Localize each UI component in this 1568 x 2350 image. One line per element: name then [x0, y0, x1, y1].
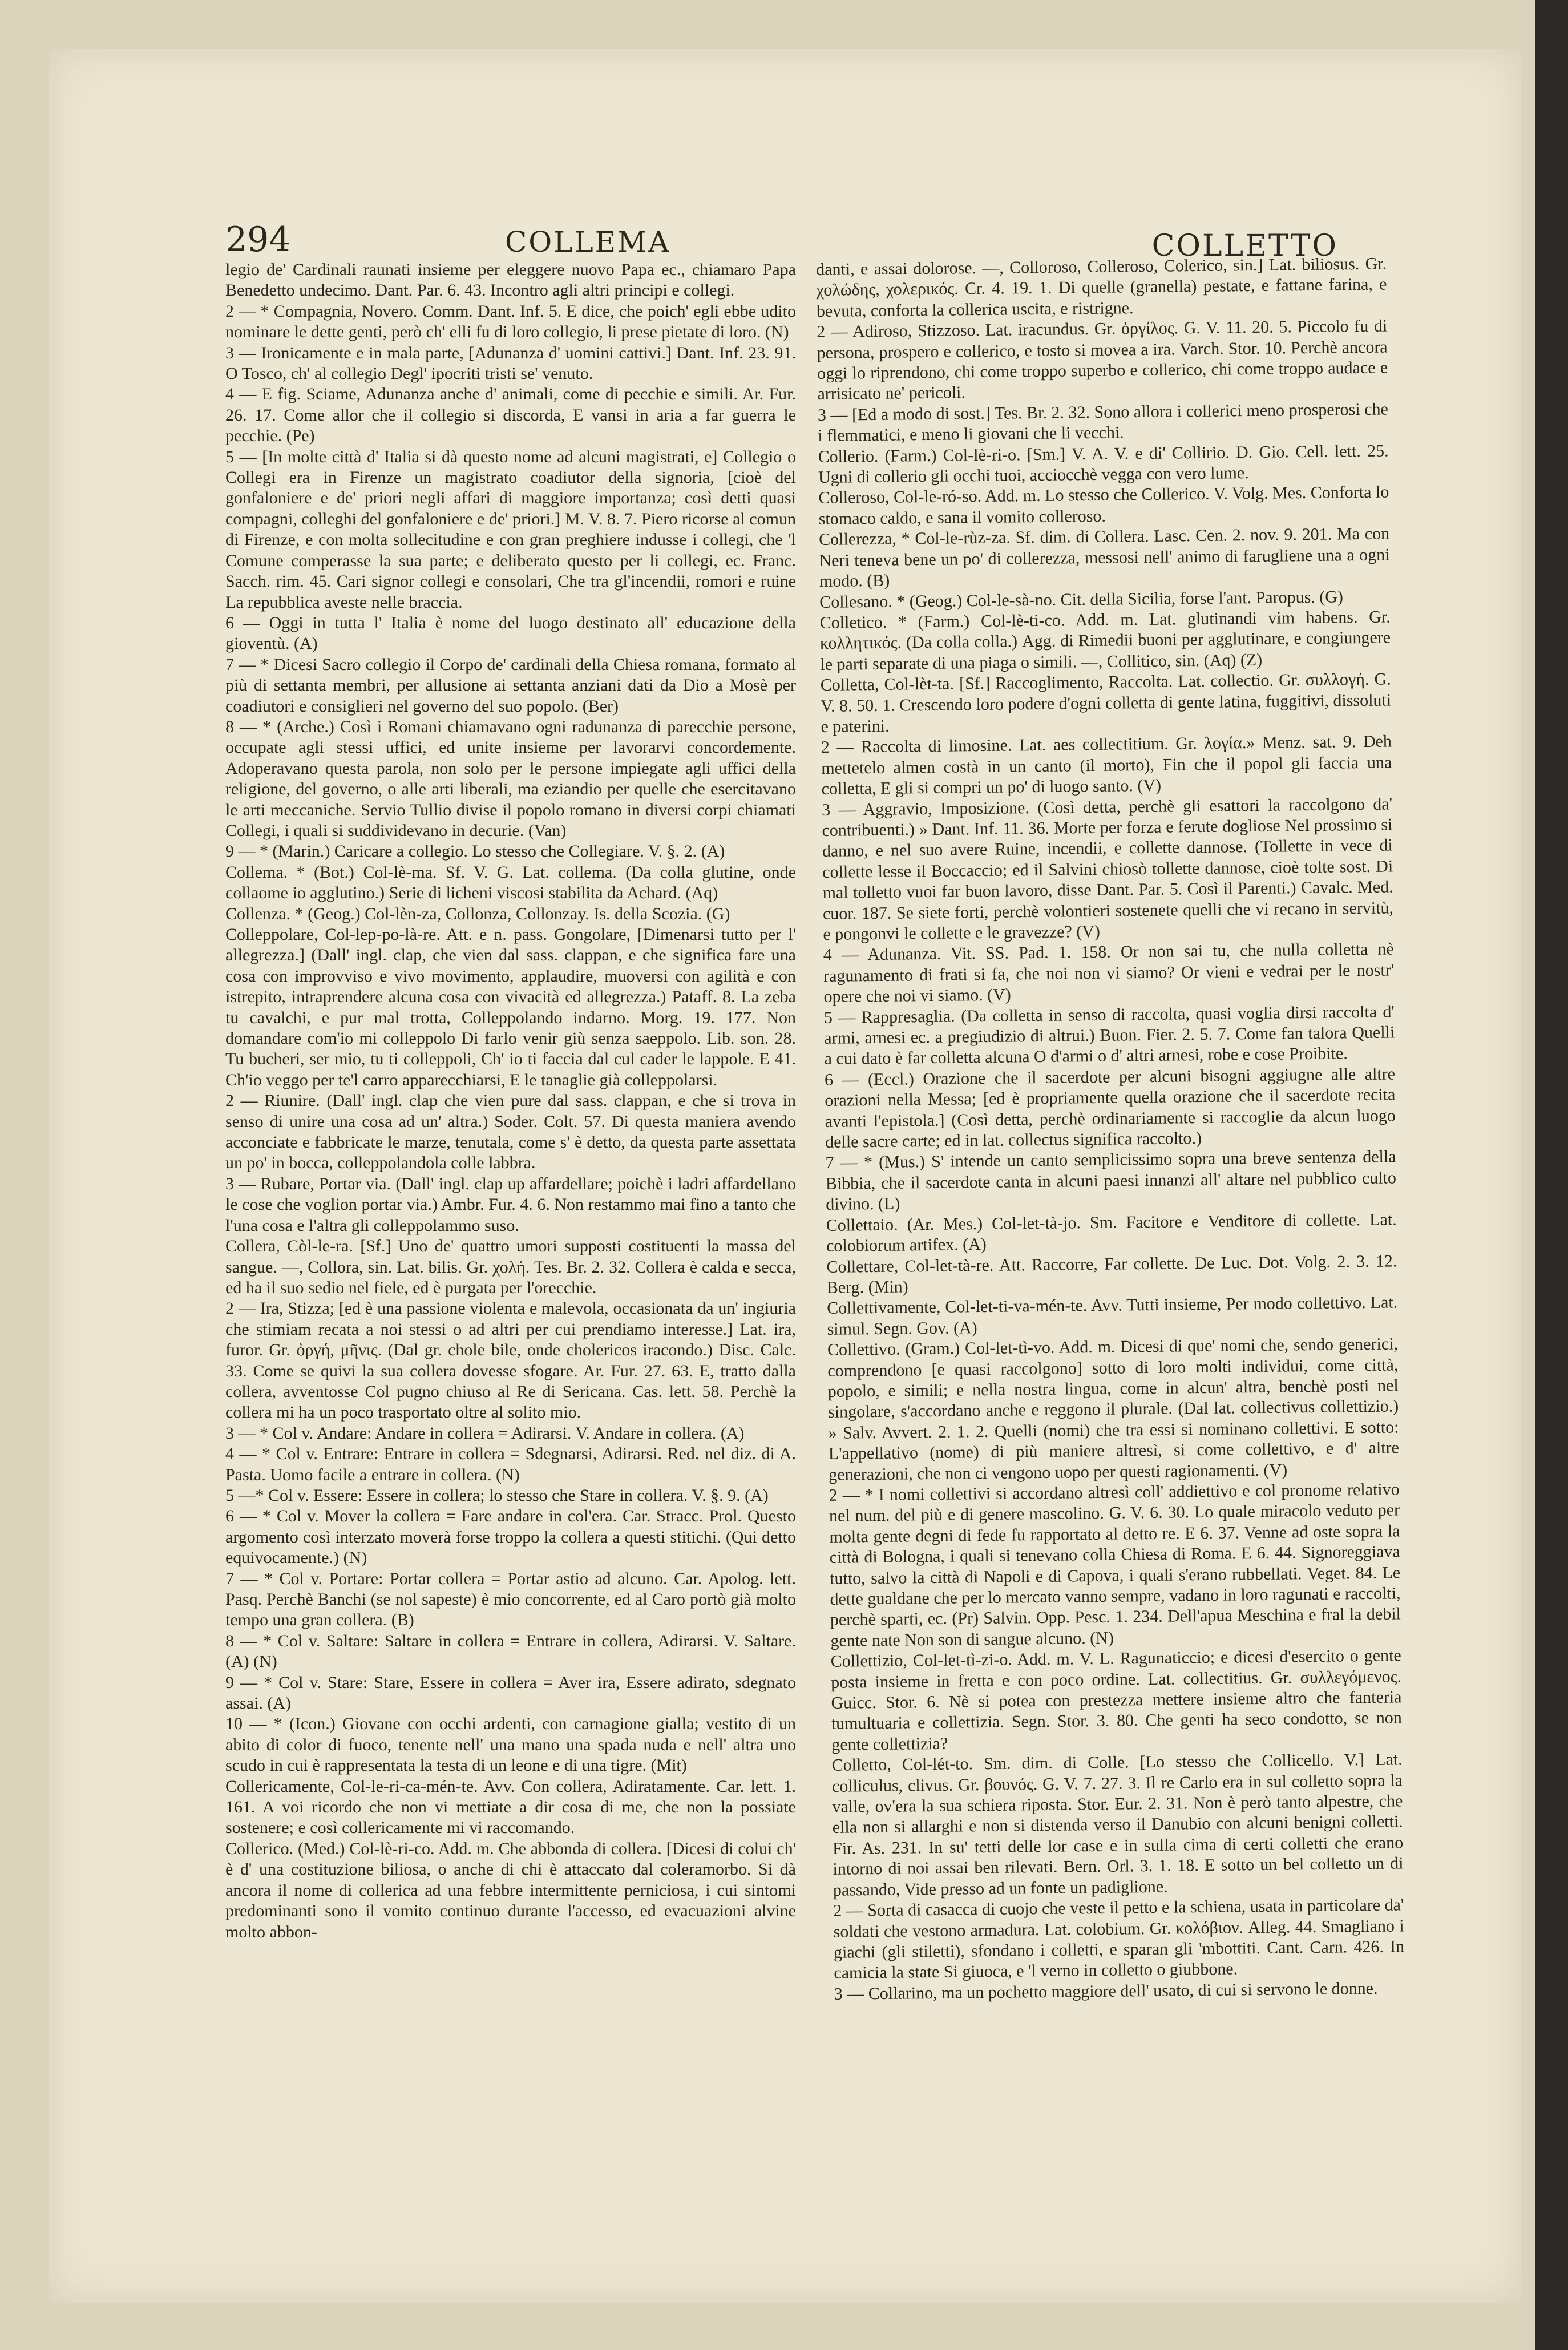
entry: 4 — E fig. Sciame, Adunanza anche d' animali, come di pecchie e simili. Ar. Fur. 26. 17. Come allor che il collegio si discorda, E vansi in aria a far guerra le pecchie. (Pe) [225, 385, 796, 446]
entry: 2 — * I nomi collettivi si accordano altresì coll' addiettivo e col pronome relativo nel num. del più e di genere mascolino. G. V. 6. 30. Lo quale miracolo veduto per molta gente degni di fede fu rapportato al detto re. E 6. 37. Venne ad oste sopra la città di Bologna, i quali si tenevano colla Chiesa di Roma. E 6. 44. Signoreggiava tutto, salvo la città di Napoli e di Capova, i quali s'erano rubbellati. Veget. 84. Le dette gualdane che per lo mercato vanno sempre, vadano in loro ragunati e raccolti, perchè sparti, ec. (Pr) Salvin. Opp. Pesc. 1. 234. Dell'apua Meschina e fral la debil gente nate Non son di sangue alcuno. (N) [829, 1480, 1401, 1650]
entry: Colletico. * (Farm.) Col-lè-ti-co. Add. m. Lat. glutinandi vim habens. Gr. κολλητικός. (Da colla colla.) Agg. di Rimedii buoni per agglutinare, e congiungere le parti separate di una piaga o simili. —, Collitico, sin. (Aq) (Z) [819, 607, 1391, 674]
entry: 4 — Adunanza. Vit. SS. Pad. 1. 158. Or non sai tu, che nulla colletta nè ragunamento di frati si fa, che noi non vi siamo? Or vieni e vedrai per le nostr' opere che noi vi siamo. (V) [823, 939, 1395, 1007]
entry: 2 — Raccolta di limosine. Lat. aes collectitium. Gr. λογία.» Menz. sat. 9. Deh mettetelo almen costà in un canto (il morto), Fin che il popol gli faccia una colletta, E gli si compri un po' di luogo santo. (V) [821, 732, 1392, 799]
entry: 2 — Ira, Stizza; [ed è una passione violenta e malevola, occasionata da un' ingiuria che stimiam recata a noi stessi o ad altri per cui prendiamo interesse.] Lat. ira, furor. Gr. ὀργή, μῆνις. (Dal gr. chole bile, onde cholericos iracondo.) Disc. Calc. 33. Come se quivi la sua collera dovesse sfogare. Ar. Fur. 27. 63. E, tratto dalla collera, avventosse Col pugno chiuso al Re di Sericana. Cas. lett. 58. Perchè la collera mi ha un poco trasportato oltre al solito mio. [225, 1299, 796, 1422]
entry: Collettare, Col-let-tà-re. Att. Raccorre, Far collette. De Luc. Dot. Volg. 2. 3. 12. Berg. (Min) [826, 1251, 1397, 1297]
entry: Collerio. (Farm.) Col-lè-ri-o. [Sm.] V. A. V. e di' Collirio. D. Gio. Cell. lett. 25. Ugni di collerio gli occhi tuoi, acciocchè vegga con vero lume. [818, 441, 1389, 487]
entry: Colletta, Col-lèt-ta. [Sf.] Raccoglimento, Raccolta. Lat. collectio. Gr. συλλογή. G. V. 8. 50. 1. Crescendo loro podere d'ogni colletta di gente latina, fuggitivi, dissoluti e paterini. [820, 669, 1392, 736]
entry: 3 — Ironicamente e in mala parte, [Adunanza d' uomini cattivi.] Dant. Inf. 23. 91. O Tosco, ch' al collegio Degl' ipocriti tristi se' venuto. [225, 343, 796, 383]
entry: Collettivo. (Gram.) Col-let-tì-vo. Add. m. Dicesi di que' nomi che, sendo generici, comprendono [e quasi raccolgono] sotto di loro molti individui, come città, popolo, e simili; e nella nostra lingua, come in alcun' altra, benchè posti nel singolare, s'accordano anche e reggono il plurale. (Dal lat. collectivus collettizio.) » Salv. Avvert. 2. 1. 2. Quelli (nomi) che tra essi si nominano collettivi. E sotto: L'appellativo (nome) di più maniere altresì, si come collettivo, e d' altre generazioni, che non ci vengono uopo per questi ragionamenti. (V) [827, 1334, 1400, 1484]
entry: 5 —* Col v. Essere: Essere in collera; lo stesso che Stare in collera. V. §. 9. (A) [225, 1485, 769, 1505]
entry: Collettaio. (Ar. Mes.) Col-let-tà-jo. Sm. Facitore e Venditore di collette. Lat. colobiorum artifex. (A) [826, 1210, 1397, 1255]
entry: Collettizio, Col-let-tì-zi-o. Add. m. V. L. Ragunaticcio; e dicesi d'esercito o gente posta insieme in fretta e con poco ordine. Lat. collectitius. Gr. συλλεγόμενος. Guicc. Stor. 6. Nè si potea con prestezza mettere insieme altro che fanteria tumultuaria e collettizia. Segn. Stor. 3. 80. Che genti ha seco condotto, se non gente collettizia? [830, 1646, 1402, 1754]
right-column [816, 254, 1407, 2223]
entry: 3 — * Col v. Andare: Andare in collera = Adirarsi. V. Andare in collera. (A) [225, 1423, 745, 1443]
entry: Colleroso, Col-le-ró-so. Add. m. Lo stesso che Collerico. V. Volg. Mes. Conforta lo stomaco caldo, e sana il vomito colleroso. [818, 482, 1389, 528]
right-running-head: COLLETTO [1151, 229, 1338, 263]
entry: 6 — * Col v. Mover la collera = Fare andare in col'era. Car. Stracc. Prol. Questo argomento così interzato moverà forse troppo la collera a questi stitichi. (Qui detto equivocamente.) (N) [225, 1507, 796, 1568]
entry: 10 — * (Icon.) Giovane con occhi ardenti, con carnagione gialla; vestito di un abito di color di fuoco, tenente nell' una mano una spada nuda e nell' altra uno scudo in cui è rappresentata la testa di un leone e di una tigre. (Mit) [225, 1714, 796, 1775]
entry: Collerico. (Med.) Col-lè-ri-co. Add. m. Che abbonda di collera. [Dicesi di colui ch' è d' una costituzione biliosa, o anche di chi è attaccato dal coleramorbo. Si dà ancora il nome di collerica ad una febbre intermittente perniciosa, i cui sintomi predominanti sono il vomito continuo durante l'accesso, ed evacuazioni alvine molto abbon- [225, 1839, 796, 1941]
entry: 2 — Riunire. (Dall' ingl. clap che vien pure dal sass. clappan, e che si trova in senso di unire una cosa ad un' altra.) Soder. Colt. 57. Di questa maniera avendo acconciate e fabbricate le marze, tenutala, come s' è detto, da questa parte assettata un po' in bocca, colleppolandola colle labbra. [225, 1091, 796, 1173]
entry: 5 — Rappresaglia. (Da colletta in senso di raccolta, quasi voglia dirsi raccolta d' armi, arnesi ec. a pregiudizio di altrui.) Buon. Fier. 2. 5. 7. Come fan talora Quelli a cui dato è far colletta alcuna O d'armi o d' altri arnesi, robe e cose Proibite. [823, 1002, 1395, 1069]
entry: Collettivamente, Col-let-ti-va-mén-te. Avv. Tutti insieme, Per modo collettivo. Lat. simul. Segn. Gov. (A) [827, 1293, 1398, 1339]
left-column [225, 260, 796, 2223]
page-number: 294 [225, 220, 291, 260]
entry: Collerezza, * Col-le-rùz-za. Sf. dim. di Collera. Lasc. Cen. 2. nov. 9. 201. Ma con Neri teneva bene un po' di collerezza, messosi nell' animo di farugliene una a ogni modo. (B) [818, 524, 1390, 591]
entry: 2 — Sorta di casacca di cuojo che veste il petto e la schiena, usata in particolare da' soldati che vestono armadura. Lat. colobium. Gr. κολόβιον. Alleg. 44. Smagliano i giachi (gli stiletti), sfondano i colletti, e sparan gli 'mbottiti. Cant. Carn. 426. In camicia la state Si giuoca, e 'l verno in colletto o giubbone. [833, 1895, 1405, 1983]
entry: legio de' Cardinali raunati insieme per eleggere nuovo Papa ec., chiamaro Papa Benedetto undecimo. Dant. Par. 6. 43. Incontro agli altri principi e collegi. [225, 260, 796, 300]
entry: Collema. * (Bot.) Col-lè-ma. Sf. V. G. Lat. collema. (Da colla glutine, onde collaome io agglutino.) Serie di licheni viscosi stabilita da Achard. (Aq) [225, 862, 796, 903]
book-edge-strip [1535, 0, 1568, 2350]
entry: Collenza. * (Geog.) Col-lèn-za, Collonza, Collonzay. Is. della Scozia. (G) [225, 904, 730, 923]
entry: 7 — * (Mus.) S' intende un canto semplicissimo sopra una breve sentenza della Bibbia, che il sacerdote canta in alcuni paesi innanzi all' altare nel pubblico culto divino. (L) [825, 1147, 1397, 1214]
entry: 2 — * Compagnia, Novero. Comm. Dant. Inf. 5. E dice, che poich' egli ebbe udito nominare le dette genti, però ch' elli fu di loro collegio, li prese pietate di loro. (N) [225, 301, 796, 342]
entry: danti, e assai dolorose. —, Colloroso, Colleroso, Colerico, sin.] Lat. biliosus. Gr. χολώδης, χολερικός. Cr. 4. 19. 1. Di quelle (granella) pestate, e fattane farina, e bevuta, conforta la collerica uscita, e ristrigne. [816, 254, 1387, 321]
entry: 3 — Collarino, ma un pochetto maggiore dell' usato, di cui si servono le donne. [834, 1978, 1378, 2004]
entry: 8 — * (Arche.) Così i Romani chiamavano ogni radunanza di parecchie persone, occupate agli stessi uffici, ed unite insieme per lavorarvi concordemente. Adoperavano questa parola, non solo per le persone impiegate agli uffici della religione, del governo, o alle arti liberali, ma eziandio per quelle che esercitavano le arti meccaniche. Servio Tullio divise il popolo romano in diversi corpi chiamati Collegi, i quali si suddividevano in decurie. (Van) [225, 717, 796, 840]
left-running-head: COLLEMA [505, 225, 671, 259]
entry: 3 — Aggravio, Imposizione. (Così detta, perchè gli esattori la raccolgono da' contribuenti.) » Dant. Inf. 11. 36. Morte per forza e ferute dogliose Nel prossimo si danno, e nel suo avere Ruine, incendii, e collette dannose. (Tollette in vece di collette lesse il Boccaccio; ed il Salvini chiosò tollette dannose, cioè tolte sost. Di mal tolletto vuoi far buon lavoro, disse Dant. Par. 5. Così il Parenti.) Cavalc. Med. cuor. 187. Se siete forti, perchè volontieri sostenete quelli che vi recano in servitù, e pongonvi le collette e le gravezze? (V) [821, 794, 1394, 944]
entry: Collericamente, Col-le-ri-ca-mén-te. Avv. Con collera, Adiratamente. Car. lett. 1. 161. A voi ricordo che non vi mettiate a dir cosa di me, che non la possiate sostenere; e così collericamente mi vi raccomando. [225, 1776, 796, 1838]
entry: 9 — * Col v. Stare: Stare, Essere in collera = Aver ira, Essere adirato, sdegnato assai. (A) [225, 1673, 796, 1713]
entry: 3 — [Ed a modo di sost.] Tes. Br. 2. 32. Sono allora i collerici meno prosperosi che i flemmatici, e meno li giovani che li vecchi. [817, 399, 1388, 446]
entry: 6 — (Eccl.) Orazione che il sacerdote per alcuni bisogni aggiugne alle altre orazioni nella Messa; [ed è propriamente quella orazione che il sacerdote recita avanti l'epistola.] (Così detta, perchè ordinariamente si raccoglie da alcun luogo delle sacre carte; ed in lat. collectus significa raccolto.) [824, 1064, 1396, 1152]
entry: 8 — * Col v. Saltare: Saltare in collera = Entrare in collera, Adirarsi. V. Saltare. (A) (N) [225, 1631, 796, 1671]
entry: Collesano. * (Geog.) Col-le-sà-no. Cit. della Sicilia, forse l'ant. Paropus. (G) [819, 587, 1344, 612]
entry: Colleppolare, Col-lep-po-là-re. Att. e n. pass. Gongolare, [Dimenarsi tutto per l' allegrezza.] (Dall' ingl. clap, che vien dal sass. clappan, e che significa fare una cosa con improvviso e vivo movimento, applaudire, muoversi con agilità e con istrepito, intraprendere alcuna cosa con vivacità ed allegrezza.) Pataff. 8. La zeba tu cavalchi, e pur mal trotta, Colleppolando indarno. Morg. 19. 177. Non domandare com'io mi colleppolo Di farlo venir giù senza saeppolo. Lib. son. 28. Tu bucheri, ser mio, tu ti colleppoli, Ch' io ti faccia dal cul cader le lappole. E 41. Ch'io veggo per te'l carro apparecchiarsi, E le tanaglie già colleppolarsi. [225, 925, 796, 1089]
entry: Collera, Còl-le-ra. [Sf.] Uno de' quattro umori supposti costituenti la massa del sangue. —, Collora, sin. Lat. bilis. Gr. χολή. Tes. Br. 2. 32. Collera è calda e secca, ed ha il suo sedio nel fiele, ed è purgata per l'orecchie. [225, 1237, 796, 1297]
entry: Colletto, Col-lét-to. Sm. dim. di Colle. [Lo stesso che Collicello. V.] Lat. colliculus, clivus. Gr. βουνός. G. V. 7. 27. 3. Il re Carlo era in sul colletto sopra la valle, ov'era la sua schiera riposta. Stor. Eur. 2. 31. Non è però tanto alpestre, che ella non si allarghi e non si distenda verso il Danubio con alcuni benigni colletti. Fir. As. 231. In su' tetti delle lor case e in sulla cima di certi colletti che erano intorno di noi assai ben rilevati. Bern. Orl. 3. 1. 18. E sotto un bel colletto un di passando, Vide presso ad un fonte un padiglione. [831, 1750, 1404, 1900]
entry: 4 — * Col v. Entrare: Entrare in collera = Sdegnarsi, Adirarsi. Red. nel diz. di A. Pasta. Uomo facile a entrare in collera. (N) [225, 1444, 796, 1484]
entry: 9 — * (Marin.) Caricare a collegio. Lo stesso che Collegiare. V. §. 2. (A) [225, 842, 725, 861]
entry: 5 — [In molte città d' Italia si dà questo nome ad alcuni magistrati, e] Collegio o Collegi era in Firenze un magistrato coadiutor della signoria, [cioè del gonfaloniere e de' priori negli affari di maggiore importanza; così detti quasi compagni, colleghi del gonfaloniere e de' priori.] M. V. 8. 7. Piero ricorse al comun di Firenze, e con molta sollecitudine e con gran preghiere indusse i collegi, che 'l Comune comperasse la sua parte; e deliberato questo per li collegi, ec. Franc. Sacch. rim. 45. Cari signor collegi e consolari, Che tra gl'incendii, romori e ruine La repubblica aveste nelle braccia. [225, 447, 796, 612]
entry: 7 — * Col v. Portare: Portar collera = Portar astio ad alcuno. Car. Apolog. lett. Pasq. Perchè Banchi (se nol sapeste) è mio concorrente, ed al Caro portò già molto tempo una gran collera. (B) [225, 1569, 796, 1630]
entry: 2 — Adiroso, Stizzoso. Lat. iracundus. Gr. ὀργίλος. G. V. 11. 20. 5. Piccolo fu di persona, prospero e collerico, e tosto si movea a ira. Varch. Stor. 10. Perchè ancora oggi lo riprendono, chi come troppo superbo e collerico, chi come troppo audace e arrisicato ne' pericoli. [817, 316, 1388, 404]
entry: 3 — Rubare, Portar via. (Dall' ingl. clap up affardellare; poichè i ladri affardellano le cose che voglion portar via.) Ambr. Fur. 4. 6. Non restammo mai fino a tanto che l'una cosa e l'altra gli colleppolammo suso. [225, 1174, 796, 1235]
entry: 7 — * Dicesi Sacro collegio il Corpo de' cardinali della Chiesa romana, formato al più di settanta membri, per allusione ai settanta anziani dati da Dio a Mosè per coadiutori e consiglieri nel governo del suo popolo. (Ber) [225, 655, 796, 716]
entry: 6 — Oggi in tutta l' Italia è nome del luogo destinato all' educazione della gioventù. (A) [225, 613, 796, 653]
